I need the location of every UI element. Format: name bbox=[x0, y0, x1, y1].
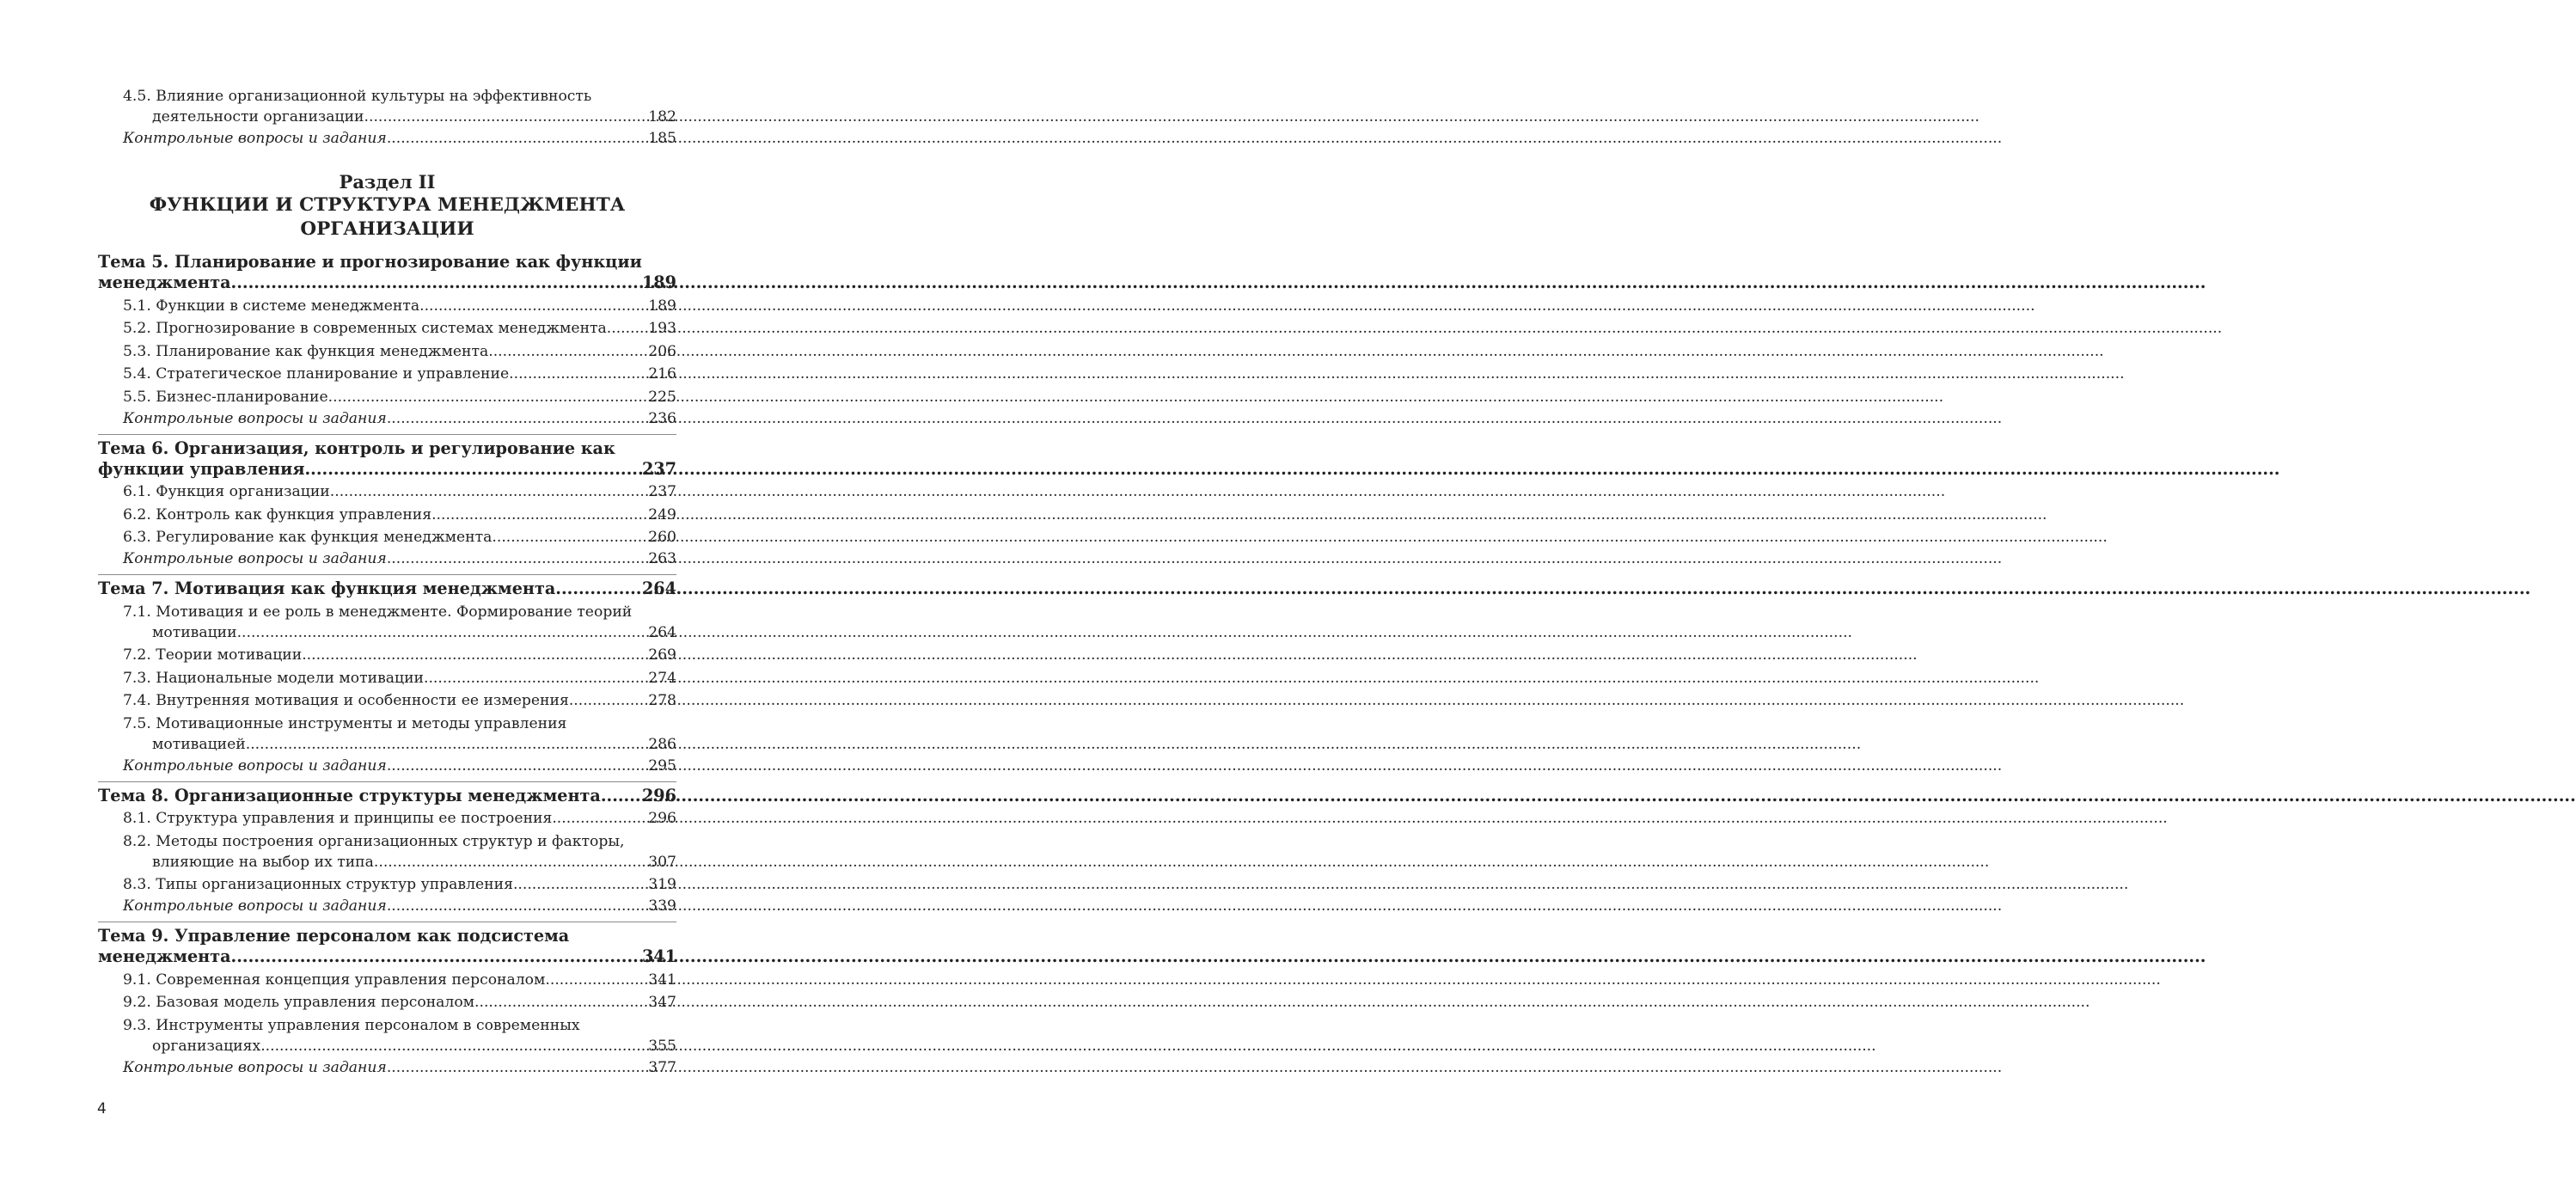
leader-dots bbox=[488, 341, 646, 362]
page-ref: 225 bbox=[648, 388, 676, 406]
toc-entry bbox=[98, 387, 676, 407]
entry-title: 7.1. Мотивация и ее роль в менеджменте. Формирование теорий bbox=[123, 603, 633, 621]
section-number: Раздел II bbox=[339, 171, 436, 193]
entry-title-cont: мотивации bbox=[152, 623, 237, 641]
toc-entry bbox=[98, 713, 676, 755]
entry-title: 5.4. Стратегическое планирование и управление bbox=[123, 365, 510, 383]
control-label: Контрольные вопросы и задания bbox=[123, 130, 387, 147]
page-ref: 189 bbox=[641, 273, 676, 292]
entry-title-line1: Влияние организационной культуры на эффективность bbox=[156, 88, 592, 105]
toc-topic-7 bbox=[98, 574, 676, 599]
topic-title-line2: менеджмента bbox=[98, 946, 231, 966]
toc-topic-8 bbox=[98, 781, 676, 806]
topic-title-line2: функции управления bbox=[98, 458, 305, 479]
toc-entry-4-5 bbox=[98, 86, 676, 127]
entry-title: 9.1. Современная концепция управления персоналом bbox=[123, 971, 546, 989]
page-ref: 185 bbox=[648, 130, 676, 147]
leader-dots bbox=[545, 970, 646, 990]
page-ref: 341 bbox=[648, 971, 676, 989]
toc-entry bbox=[98, 602, 676, 643]
table-of-contents bbox=[98, 86, 676, 1078]
page-ref: 307 bbox=[648, 853, 676, 871]
page-ref: 296 bbox=[648, 810, 676, 827]
page-ref: 295 bbox=[648, 756, 676, 775]
entry-title: 6.2. Контроль как функция управления bbox=[123, 505, 432, 524]
leader-dots bbox=[513, 874, 646, 895]
leader-dots bbox=[231, 946, 639, 967]
entry-title: 8.2. Методы построения организационных структур и факторы, bbox=[123, 832, 625, 850]
entry-title: 5.5. Бизнес-планирование bbox=[123, 388, 328, 406]
toc-entry bbox=[98, 992, 676, 1013]
toc-entry bbox=[98, 527, 676, 548]
control-label: Контрольные вопросы и задания bbox=[123, 897, 387, 915]
leader-dots bbox=[424, 668, 646, 689]
leader-dots bbox=[231, 273, 639, 293]
page-ref: 237 bbox=[648, 483, 676, 500]
leader-dots bbox=[607, 318, 646, 339]
entry-title: 5.3. Планирование как функция менеджмента bbox=[123, 342, 489, 360]
leader-dots bbox=[552, 808, 646, 829]
topic-title-line1: Тема 9. Управление персоналом как подсистема bbox=[98, 926, 570, 946]
toc-entry bbox=[98, 668, 676, 689]
entry-title-line2: деятельности организации bbox=[152, 108, 364, 126]
toc-topic-9 bbox=[98, 922, 676, 967]
leader-dots bbox=[387, 896, 646, 916]
toc-control-questions bbox=[98, 408, 676, 429]
topic-title: Тема 8. Организационные структуры менеджмента bbox=[98, 785, 601, 805]
page-ref: 193 bbox=[648, 320, 676, 337]
entry-title: 6.3. Регулирование как функция менеджмента bbox=[123, 529, 493, 546]
page-ref: 341 bbox=[641, 946, 676, 966]
page-ref: 249 bbox=[648, 505, 676, 524]
leader-dots bbox=[328, 387, 646, 407]
toc-entry bbox=[98, 808, 676, 829]
leader-dots bbox=[419, 296, 646, 316]
page-ref: 206 bbox=[648, 342, 676, 360]
page-ref: 260 bbox=[648, 529, 676, 546]
topic-title: Тема 7. Мотивация как функция менеджмента bbox=[98, 579, 556, 598]
toc-entry bbox=[98, 296, 676, 316]
entry-title-cont: организациях bbox=[152, 1037, 261, 1055]
toc-control-questions bbox=[98, 896, 676, 916]
section-title-line2: ОРГАНИЗАЦИИ bbox=[300, 218, 474, 240]
toc-topic-5 bbox=[98, 252, 676, 293]
leader-dots bbox=[509, 364, 646, 384]
page-number: 4 bbox=[97, 1100, 107, 1118]
entry-title: 5.2. Прогнозирование в современных системах менеджмента bbox=[123, 320, 607, 337]
leader-dots bbox=[330, 481, 646, 502]
toc-entry bbox=[98, 1015, 676, 1056]
toc-entry bbox=[98, 690, 676, 711]
page-ref: 216 bbox=[648, 365, 676, 383]
entry-title-cont: влияющие на выбор их типа bbox=[152, 853, 374, 871]
entry-title: 8.1. Структура управления и принципы ее построения bbox=[123, 810, 553, 827]
topic-title-line2: менеджмента bbox=[98, 273, 231, 292]
toc-entry bbox=[98, 645, 676, 665]
leader-dots bbox=[302, 645, 646, 665]
toc-control-questions bbox=[98, 548, 676, 569]
toc-control-questions bbox=[98, 128, 676, 149]
toc-control-questions bbox=[98, 1057, 676, 1078]
page-ref: 296 bbox=[641, 785, 676, 805]
leader-dots bbox=[387, 408, 646, 429]
entry-title: 7.5. Мотивационные инструменты и методы управления bbox=[123, 714, 567, 732]
leader-dots bbox=[431, 505, 646, 525]
page-ref: 236 bbox=[648, 409, 676, 427]
page-ref: 274 bbox=[648, 669, 676, 687]
toc-topic-6 bbox=[98, 434, 676, 480]
leader-dots bbox=[260, 1036, 646, 1056]
entry-title: 7.2. Теории мотивации bbox=[123, 646, 303, 664]
section-header bbox=[98, 171, 676, 242]
section-title-line1: ФУНКЦИИ И СТРУКТУРА МЕНЕДЖМЕНТА bbox=[149, 194, 626, 216]
page-ref: 355 bbox=[648, 1037, 676, 1055]
page-ref: 182 bbox=[648, 108, 676, 126]
entry-title: 6.1. Функция организации bbox=[123, 483, 330, 500]
control-label: Контрольные вопросы и задания bbox=[123, 550, 387, 567]
entry-number: 4.5. bbox=[123, 88, 151, 105]
entry-title: 9.2. Базовая модель управления персоналом bbox=[123, 994, 475, 1011]
toc-entry bbox=[98, 318, 676, 339]
control-label: Контрольные вопросы и задания bbox=[123, 1058, 387, 1076]
leader-dots bbox=[237, 622, 646, 643]
toc-entry bbox=[98, 874, 676, 895]
page-ref: 264 bbox=[648, 623, 676, 641]
page-ref: 264 bbox=[641, 579, 676, 598]
control-label: Контрольные вопросы и задания bbox=[123, 756, 387, 775]
entry-title: 7.4. Внутренняя мотивация и особенности ее измерения bbox=[123, 692, 569, 709]
toc-entry bbox=[98, 341, 676, 362]
entry-title-cont: мотивацией bbox=[152, 735, 246, 753]
leader-dots bbox=[387, 128, 646, 149]
leader-dots bbox=[601, 786, 639, 806]
control-label: Контрольные вопросы и задания bbox=[123, 409, 387, 427]
leader-dots bbox=[555, 579, 639, 599]
leader-dots bbox=[305, 459, 639, 480]
leader-dots bbox=[569, 690, 646, 711]
leader-dots bbox=[364, 107, 646, 127]
leader-dots bbox=[246, 734, 646, 755]
page-ref: 347 bbox=[648, 994, 676, 1011]
entry-title: 5.1. Функции в системе менеджмента bbox=[123, 297, 420, 315]
toc-entry bbox=[98, 970, 676, 990]
leader-dots bbox=[387, 1057, 646, 1078]
toc-control-questions bbox=[98, 756, 676, 776]
page-ref: 269 bbox=[648, 646, 676, 664]
page-ref: 189 bbox=[648, 297, 676, 315]
topic-title-line1: Тема 6. Организация, контроль и регулирование как bbox=[98, 438, 615, 458]
leader-dots bbox=[374, 852, 646, 873]
leader-dots bbox=[474, 992, 646, 1013]
page-ref: 278 bbox=[648, 692, 676, 709]
topic-title-line1: Тема 5. Планирование и прогнозирование как функции bbox=[98, 252, 642, 272]
leader-dots bbox=[387, 548, 646, 569]
entry-title: 9.3. Инструменты управления персоналом в современных bbox=[123, 1016, 580, 1034]
toc-entry bbox=[98, 364, 676, 384]
entry-title: 7.3. Национальные модели мотивации bbox=[123, 669, 424, 687]
entry-title: 8.3. Типы организационных структур управления bbox=[123, 876, 513, 893]
toc-entry bbox=[98, 831, 676, 873]
toc-entry bbox=[98, 481, 676, 502]
leader-dots bbox=[492, 527, 646, 548]
page-ref: 263 bbox=[648, 550, 676, 567]
leader-dots bbox=[387, 756, 646, 776]
page-ref: 237 bbox=[641, 458, 676, 479]
toc-entry bbox=[98, 505, 676, 525]
page-ref: 339 bbox=[648, 897, 676, 915]
page-ref: 286 bbox=[648, 735, 676, 753]
page-ref: 377 bbox=[648, 1058, 676, 1076]
page-ref: 319 bbox=[648, 876, 676, 893]
